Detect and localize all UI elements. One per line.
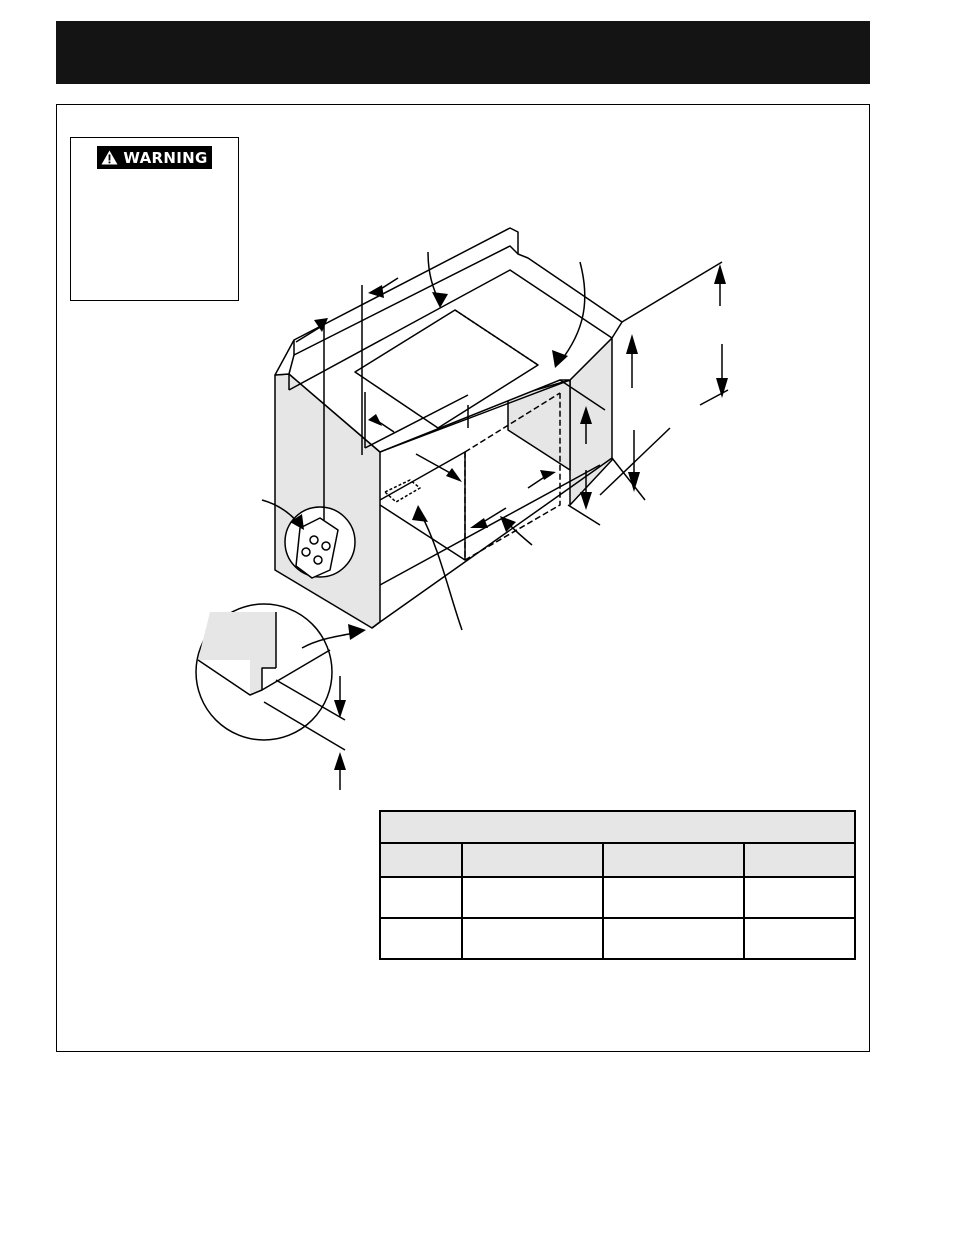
dimensions-table	[379, 810, 856, 960]
table-header-cell	[603, 843, 744, 877]
table-header-cell	[462, 843, 603, 877]
table-row	[380, 918, 855, 959]
table-header-row	[380, 843, 855, 877]
table-cell	[380, 918, 462, 959]
table-cell	[744, 918, 855, 959]
table-row	[380, 877, 855, 918]
warning-label: WARNING	[123, 148, 208, 167]
table-cell	[744, 877, 855, 918]
table-cell	[462, 877, 603, 918]
table-header-cell	[380, 843, 462, 877]
table-cell	[603, 877, 744, 918]
table-title	[380, 811, 855, 843]
table-header-cell	[744, 843, 855, 877]
table-cell	[462, 918, 603, 959]
table-cell	[603, 918, 744, 959]
table-cell	[380, 877, 462, 918]
